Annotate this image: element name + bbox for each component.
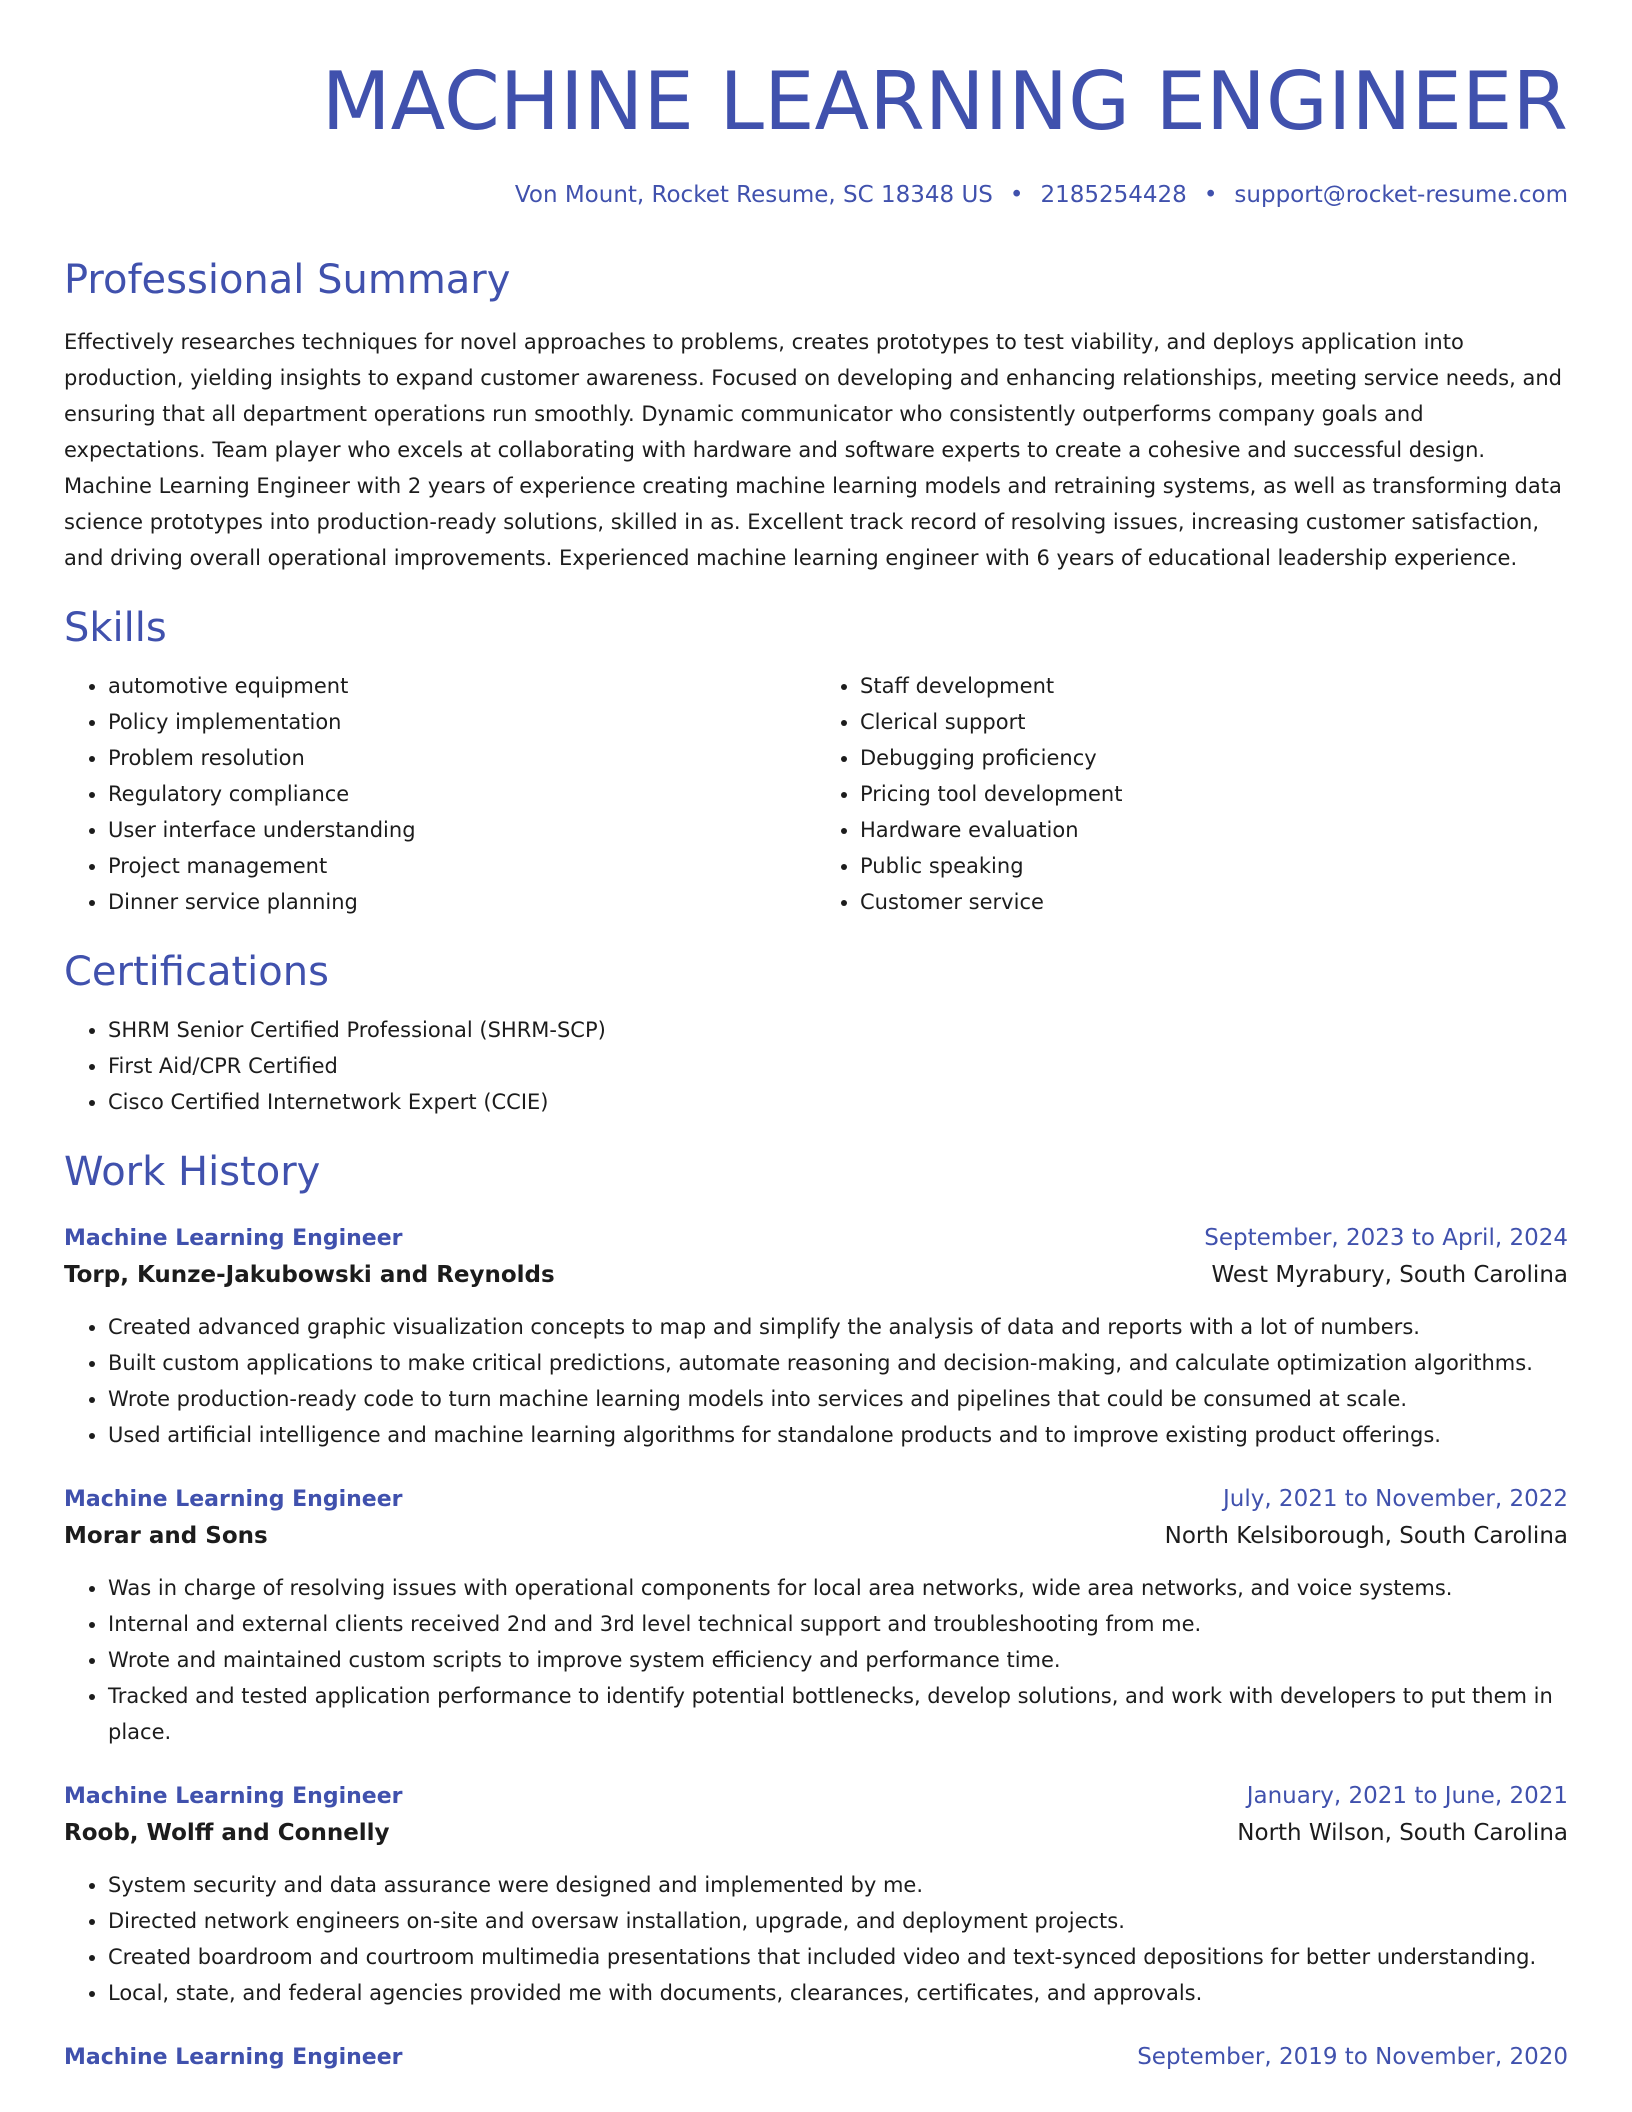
skills-list-left [64, 668, 816, 920]
job-entry [64, 1481, 1568, 1750]
job-company-row [64, 1518, 1568, 1554]
contact-line [64, 180, 1568, 210]
certification-item: • First Aid/CPR Certified [108, 1048, 1568, 1084]
job-title: Machine Learning Engineer [64, 1226, 403, 1251]
skill-item: • Public speaking [860, 848, 1568, 884]
job-company: Roob, Wolff and Connelly [64, 1820, 390, 1846]
job-bullet: • Tracked and tested application performance to identify potential bottlenecks, develop solutions, and work with developers to put them in place. [108, 1678, 1568, 1750]
job-dates: January, 2021 to June, 2021 [1246, 1783, 1568, 1809]
job-bullet: • Directed network engineers on-site and oversaw installation, upgrade, and deployment projects. [108, 1903, 1568, 1939]
job-company: Morar and Sons [64, 1523, 268, 1549]
summary-heading: Professional Summary [64, 257, 511, 303]
job-bullet: • Internal and external clients received 2nd and 3rd level technical support and troubleshooting from me. [108, 1606, 1568, 1642]
skills-columns [64, 668, 1568, 920]
job-header-row [64, 1778, 1568, 1815]
skill-item: • Policy implementation [108, 704, 816, 740]
job-bullet: • Created boardroom and courtroom multimedia presentations that included video and text-synced depositions for better understanding. [108, 1939, 1568, 1975]
job-bullet: • Was in charge of resolving issues with operational components for local area networks, wide area networks, and voice systems. [108, 1570, 1568, 1606]
job-company-row [64, 1815, 1568, 1851]
job-location: West Myrabury, South Carolina [1211, 1262, 1568, 1288]
skill-item: • Dinner service planning [108, 884, 816, 920]
job-dates: September, 2019 to November, 2020 [1137, 2044, 1568, 2070]
job-bullet: • System security and data assurance were designed and implemented by me. [108, 1867, 1568, 1903]
resume-content [64, 0, 1568, 2076]
job-title: Machine Learning Engineer [64, 1487, 403, 1512]
skill-item: • Staff development [860, 668, 1568, 704]
work-history-heading: Work History [64, 1149, 321, 1195]
job-dates: July, 2021 to November, 2022 [1222, 1486, 1568, 1512]
job-company: Torp, Kunze-Jakubowski and Reynolds [64, 1262, 555, 1288]
skills-heading: Skills [64, 605, 167, 651]
job-bullet: • Local, state, and federal agencies provided me with documents, clearances, certificates, and approvals. [108, 1975, 1568, 2011]
job-location: North Wilson, South Carolina [1237, 1820, 1568, 1846]
job-bullet: • Built custom applications to make critical predictions, automate reasoning and decision-making, and calculate optimization algorithms. [108, 1345, 1568, 1381]
job-bullets [64, 1570, 1568, 1750]
job-entry [64, 1778, 1568, 2011]
summary-text: Effectively researches techniques for novel approaches to problems, creates prototypes to test viability, and deploys application into production, yielding insights to expand customer awareness. Focused on developing and enhancing relationships, meeting service needs, and ensuring that all department operations run smoothly. Dynamic communicator who consistently outperforms company goals and expectations. Team player who excels at collaborating with hardware and software experts to create a cohesive and successful design. Machine Learning Engineer with 2 years of experience creating machine learning models and retraining systems, as well as transforming data science prototypes into production-ready solutions, skilled in as. Excellent track record of resolving issues, increasing customer satisfaction, and driving overall operational improvements. Experienced machine learning engineer with 6 years of educational leadership experience. [64, 330, 1562, 570]
job-header-row [64, 1220, 1568, 1257]
job-bullet: • Created advanced graphic visualization concepts to map and simplify the analysis of data and reports with a lot of numbers. [108, 1309, 1568, 1345]
contact-phone: 2185254428 [1040, 182, 1187, 208]
job-dates: September, 2023 to April, 2024 [1204, 1225, 1568, 1251]
contact-separator: • [1009, 182, 1024, 208]
certification-item: • Cisco Certified Internetwork Expert (CCIE) [108, 1084, 1568, 1120]
resume-title: MACHINE LEARNING ENGINEER [321, 55, 1568, 148]
contact-separator: • [1203, 182, 1218, 208]
job-header-row [64, 1481, 1568, 1518]
skill-item: • Pricing tool development [860, 776, 1568, 812]
skill-item: • Customer service [860, 884, 1568, 920]
job-company-row [64, 1257, 1568, 1293]
contact-address: Von Mount, Rocket Resume, SC 18348 US [514, 182, 993, 208]
skill-item: • automotive equipment [108, 668, 816, 704]
job-bullet: • Wrote and maintained custom scripts to improve system efficiency and performance time. [108, 1642, 1568, 1678]
certifications-heading: Certifications [64, 949, 329, 995]
job-bullets [64, 1309, 1568, 1453]
skill-item: • Regulatory compliance [108, 776, 816, 812]
certification-item: • SHRM Senior Certified Professional (SHRM-SCP) [108, 1012, 1568, 1048]
skill-item: • Project management [108, 848, 816, 884]
skill-item: • Clerical support [860, 704, 1568, 740]
job-bullets [64, 1867, 1568, 2011]
skill-item: • User interface understanding [108, 812, 816, 848]
job-header-row [64, 2039, 1568, 2076]
skill-item: • Hardware evaluation [860, 812, 1568, 848]
contact-email: support@rocket-resume.com [1234, 182, 1568, 208]
job-bullet: • Wrote production-ready code to turn machine learning models into services and pipelines that could be consumed at scale. [108, 1381, 1568, 1417]
certifications-list [64, 1012, 1568, 1120]
job-bullet: • Used artificial intelligence and machine learning algorithms for standalone products and to improve existing product offerings. [108, 1417, 1568, 1453]
job-location: North Kelsiborough, South Carolina [1164, 1523, 1568, 1549]
skill-item: • Problem resolution [108, 740, 816, 776]
skill-item: • Debugging proficiency [860, 740, 1568, 776]
job-title: Machine Learning Engineer [64, 1784, 403, 1809]
skills-list-right [816, 668, 1568, 920]
job-entry [64, 1220, 1568, 1453]
job-entry [64, 2039, 1568, 2076]
job-title: Machine Learning Engineer [64, 2045, 403, 2070]
